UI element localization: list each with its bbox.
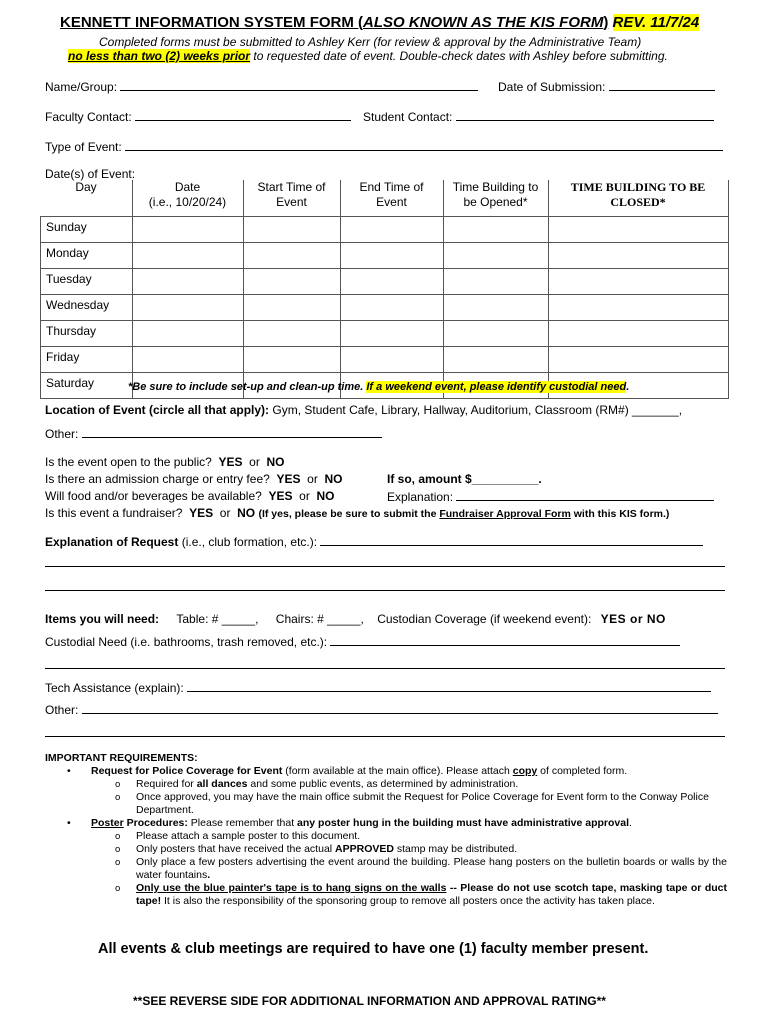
location-label: Location of Event (circle all that apply): [45,403,270,417]
title-main: KENNETT INFORMATION SYSTEM FORM ( [60,14,364,31]
no-option[interactable]: NO [266,455,285,469]
other-blank-line[interactable] [45,736,725,737]
close-cell[interactable] [548,243,728,269]
date-cell[interactable] [132,321,243,347]
fundraiser-note: (If yes, please be sure to submit the Fundraiser Approval Form with this KIS form.) [258,508,670,520]
table-row [41,295,729,321]
form-title [60,14,699,31]
name-group-label: Name/Group: [45,80,118,94]
student-contact-line[interactable] [456,109,714,121]
tech-assistance-line[interactable] [187,680,711,692]
table-row [41,347,729,373]
items-needed-row [45,612,666,626]
list-item: o Only use the blue painter's tape is to hang signs on the walls -- Please do not use scotch tape, masking tape or duct tape! It is also the responsibility of the sponsoring group to remove all posters once the activity has taken place. [45,882,735,908]
subtitle-rest: to requested date of event. Double-check dates with Ashley before submitting. [250,49,668,63]
food-explanation-field[interactable] [387,489,714,504]
end-cell[interactable] [340,347,443,373]
col-start-time: Start Time of Event [243,180,340,217]
list-item: o Please attach a sample poster to this document. [45,830,735,843]
faculty-contact-field[interactable] [45,109,351,124]
start-cell[interactable] [243,217,340,243]
custodian-yes-no[interactable]: YES or NO [600,612,666,626]
open-cell[interactable] [443,295,548,321]
deadline-highlight: no less than two (2) weeks prior [68,49,251,63]
yes-option[interactable]: YES [268,489,293,503]
date-cell[interactable] [132,243,243,269]
location-other-field[interactable] [45,426,382,441]
fundraiser-form-link[interactable]: Fundraiser Approval Form [439,508,571,520]
day-label: Monday [41,243,133,269]
close-cell[interactable] [548,269,728,295]
subtitle-line-2 [68,49,668,63]
list-item: • Poster Procedures: Please remember that any poster hung in the building must have administrative approval. [45,817,735,830]
student-contact-label: Student Contact: [363,110,453,124]
tech-assistance-label: Tech Assistance (explain): [45,681,184,695]
date-cell[interactable] [132,347,243,373]
col-day: Day [41,180,133,217]
day-label: Thursday [41,321,133,347]
table-count-field[interactable]: Table: # _____, [176,612,259,626]
important-requirements [45,752,735,908]
dates-of-event-label: Date(s) of Event: [45,167,136,181]
explanation-line[interactable] [456,489,714,501]
date-submission-line[interactable] [609,79,715,91]
type-of-event-label: Type of Event: [45,140,122,154]
open-cell[interactable] [443,217,548,243]
list-item: o Only place a few posters advertising the event around the building. Please hang posters on the bulletin boards or walls by the water fountains. [45,856,735,882]
date-cell[interactable] [132,269,243,295]
open-cell[interactable] [443,243,548,269]
name-group-line[interactable] [120,79,478,91]
date-submission-label: Date of Submission: [498,80,606,94]
title-close: ) [603,14,609,31]
list-item: o Required for all dances and some public events, as determined by administration. [45,778,735,791]
type-of-event-line[interactable] [125,139,723,151]
items-label: Items you will need: [45,612,160,626]
custodian-coverage-label: Custodian Coverage (if weekend event): [377,612,592,626]
reverse-side-note: **SEE REVERSE SIDE FOR ADDITIONAL INFORMATION AND APPROVAL RATING** [133,994,606,1008]
explanation-label: Explanation: [387,490,454,504]
list-item: o Once approved, you may have the main office submit the Request for Police Coverage for Event form to the Conway Police Department. [45,791,735,817]
table-row [41,243,729,269]
explanation-request-line[interactable] [320,534,703,546]
col-end-time: End Time of Event [340,180,443,217]
start-cell[interactable] [243,295,340,321]
requirements-heading: IMPORTANT REQUIREMENTS: [45,752,198,764]
start-cell[interactable] [243,243,340,269]
start-cell[interactable] [243,321,340,347]
yes-option[interactable]: YES [218,455,243,469]
close-cell[interactable] [548,347,728,373]
date-submission-field[interactable] [498,79,715,94]
list-item: • Request for Police Coverage for Event (form available at the main office). Please attach copy of completed form. [45,765,735,778]
requirements-list [45,765,735,908]
open-cell[interactable] [443,269,548,295]
explanation-blank-line-2[interactable] [45,590,725,591]
end-cell[interactable] [340,321,443,347]
title-italic: ALSO KNOWN AS THE KIS FORM [363,14,604,31]
location-other-label: Other: [45,427,79,441]
amount-field[interactable]: If so, amount $__________. [387,472,542,486]
faculty-requirement: All events & club meetings are required to have one (1) faculty member present. [98,941,649,957]
question-food: Will food and/or beverages be available? YES or NO [45,489,335,503]
open-cell[interactable] [443,321,548,347]
day-label: Wednesday [41,295,133,321]
explanation-blank-line-1[interactable] [45,566,725,567]
day-label: Sunday [41,217,133,243]
subtitle-line-1: Completed forms must be submitted to Ashley Kerr (for review & approval by the Administrative Team) [99,35,642,49]
custodial-need-line[interactable] [330,634,680,646]
table-row [41,321,729,347]
date-cell[interactable] [132,217,243,243]
event-schedule-table [40,180,729,399]
yes-option[interactable]: YES [276,472,301,486]
day-label: Friday [41,347,133,373]
chairs-count-field[interactable]: Chairs: # _____, [275,612,364,626]
faculty-contact-label: Faculty Contact: [45,110,132,124]
title-rev: REV. 11/7/24 [612,14,700,31]
end-cell[interactable] [340,217,443,243]
end-cell[interactable] [340,269,443,295]
question-admission: Is there an admission charge or entry fee? YES or NO [45,472,343,486]
table-row [41,269,729,295]
explanation-request-label: Explanation of Request [45,535,179,549]
weekend-highlight: If a weekend event, please identify custodial need [366,381,627,393]
no-option[interactable]: NO [324,472,343,486]
question-public: Is the event open to the public? YES or NO [45,455,285,469]
close-cell[interactable] [548,295,728,321]
col-building-open: Time Building to be Opened* [443,180,548,217]
faculty-contact-line[interactable] [135,109,351,121]
custodial-blank-line[interactable] [45,668,725,669]
question-fundraiser: Is this event a fundraiser? YES or NO (If yes, please be sure to submit the Fundraiser Approval Form with this KIS form.) [45,506,670,520]
location-other-line[interactable] [82,426,382,438]
open-cell[interactable] [443,347,548,373]
tech-assistance-field[interactable] [45,680,711,695]
custodial-need-field[interactable] [45,634,680,649]
items-other-field[interactable] [45,702,718,717]
start-cell[interactable] [243,347,340,373]
col-building-close: TIME BUILDING TO BE CLOSED* [548,180,728,217]
date-cell[interactable] [132,295,243,321]
close-cell[interactable] [548,217,728,243]
type-of-event-field[interactable] [45,139,723,154]
list-item: o Only posters that have received the actual APPROVED stamp may be distributed. [45,843,735,856]
table-row [41,217,729,243]
student-contact-field[interactable] [363,109,714,124]
location-field[interactable] [45,403,682,417]
yes-option[interactable]: YES [189,506,214,520]
custodial-need-label: Custodial Need (i.e. bathrooms, trash removed, etc.): [45,635,328,649]
name-group-field[interactable] [45,79,478,94]
no-option[interactable]: NO [237,506,256,520]
day-label: Tuesday [41,269,133,295]
col-date: Date (i.e., 10/20/24) [132,180,243,217]
explanation-request-hint: (i.e., club formation, etc.): [178,535,318,549]
location-options[interactable]: Gym, Student Cafe, Library, Hallway, Auditorium, Classroom (RM#) _______, [269,403,683,417]
day-label: Saturday [41,373,133,399]
explanation-request-field[interactable] [45,534,703,549]
no-option[interactable]: NO [316,489,335,503]
items-other-line[interactable] [82,702,718,714]
end-cell[interactable] [340,243,443,269]
close-cell[interactable] [548,321,728,347]
start-cell[interactable] [243,269,340,295]
end-cell[interactable] [340,295,443,321]
setup-note: *Be sure to include set-up and clean-up time. If a weekend event, please identify custodial need. [128,381,630,393]
schedule-header-row [41,180,729,217]
items-other-label: Other: [45,703,79,717]
